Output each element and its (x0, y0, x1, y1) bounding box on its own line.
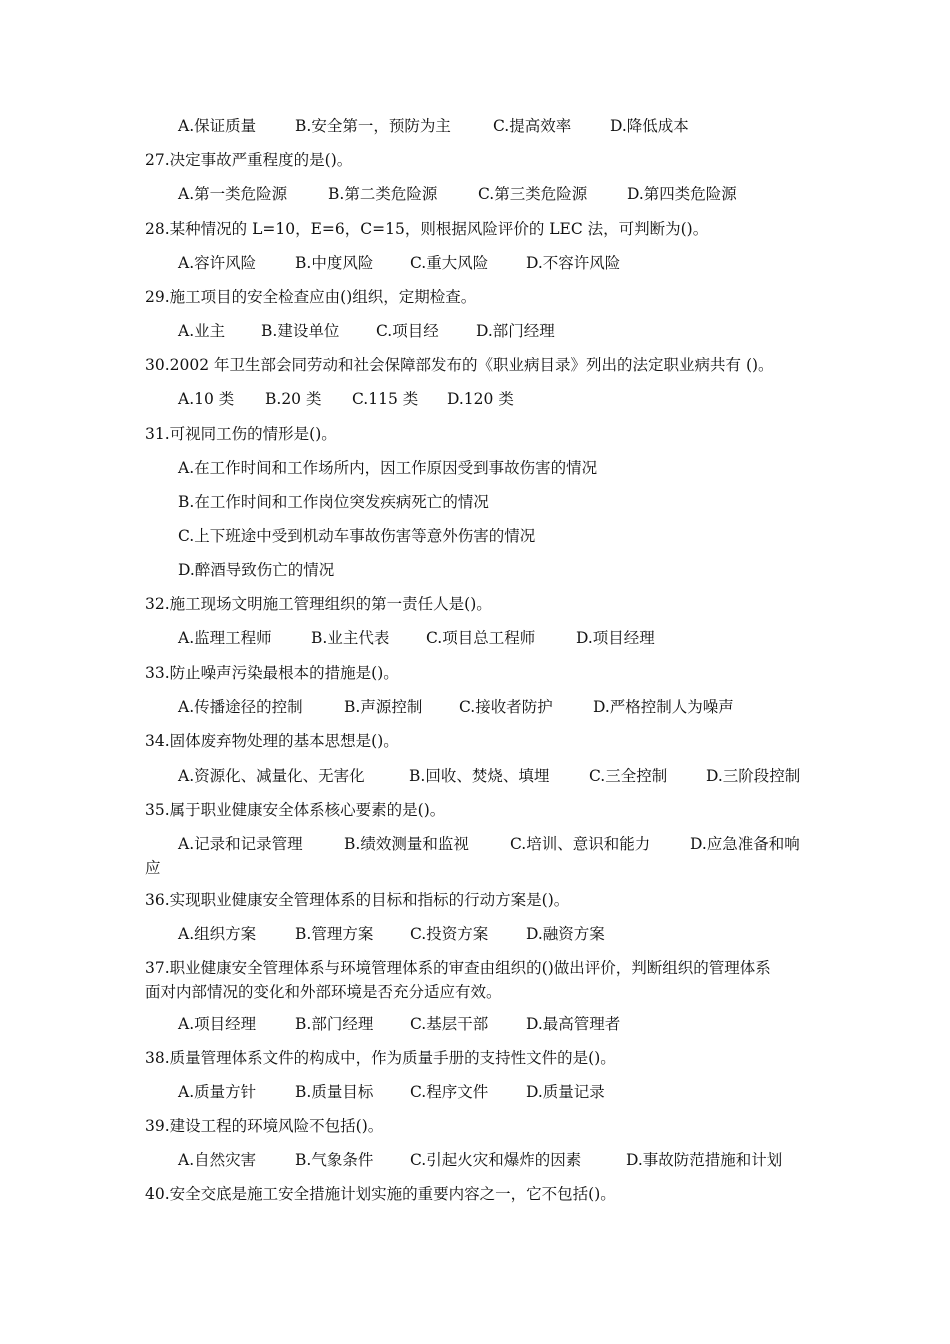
answer-option: B.部门经理 (295, 1015, 374, 1033)
answer-option: D.项目经理 (576, 629, 655, 647)
answer-option: C.上下班途中受到机动车事故伤害等意外伤害的情况 (178, 527, 536, 545)
question-text: 35.属于职业健康安全体系核心要素的是()。 (145, 801, 446, 819)
answer-option: B.建设单位 (261, 322, 340, 340)
answer-option: A.记录和记录管理 (178, 835, 303, 853)
answer-option: A.传播途径的控制 (178, 698, 303, 716)
answer-option: D.最高管理者 (526, 1015, 621, 1033)
answer-option: B.20 类 (265, 390, 322, 408)
answer-option: A.业主 (178, 322, 226, 340)
question-text: 32.施工现场文明施工管理组织的第一责任人是()。 (145, 595, 492, 613)
answer-option: C.培训、意识和能力 (510, 835, 651, 853)
answer-option: A.10 类 (178, 390, 235, 408)
answer-option: C.第三类危险源 (478, 185, 588, 203)
answer-option: C.115 类 (352, 390, 419, 408)
answer-options-row (0, 321, 950, 341)
question-text: 应 (145, 859, 161, 877)
question-text: 37.职业健康安全管理体系与环境管理体系的审查由组织的()做出评价，判断组织的管理体系 (145, 959, 771, 977)
answer-option: B.绩效测量和监视 (344, 835, 469, 853)
answer-option: B.在工作时间和工作岗位突发疾病死亡的情况 (178, 493, 489, 511)
answer-option: A.资源化、减量化、无害化 (178, 767, 365, 785)
question-text: 28.某种情况的 L=10，E=6，C=15，则根据风险评价的 LEC 法，可判断为()。 (145, 220, 709, 238)
answer-option: D.三阶段控制 (706, 767, 801, 785)
answer-option: A.项目经理 (178, 1015, 257, 1033)
answer-option: A.容许风险 (178, 254, 257, 272)
question-text: 30.2002 年卫生部会同劳动和社会保障部发布的《职业病目录》列出的法定职业病共有 ()。 (145, 356, 774, 374)
answer-option: C.项目总工程师 (426, 629, 536, 647)
answer-option: C.提高效率 (493, 117, 572, 135)
answer-option: D.应急准备和响 (690, 835, 800, 853)
answer-options-row (0, 389, 950, 409)
question-text: 27.决定事故严重程度的是()。 (145, 151, 353, 169)
answer-option: B.中度风险 (295, 254, 374, 272)
question-text: 38.质量管理体系文件的构成中，作为质量手册的支持性文件的是()。 (145, 1049, 616, 1067)
answer-options-row (0, 834, 950, 854)
answer-option: B.气象条件 (295, 1151, 374, 1169)
answer-option: A.自然灾害 (178, 1151, 257, 1169)
answer-option: B.第二类危险源 (328, 185, 438, 203)
answer-option: B.业主代表 (311, 629, 390, 647)
answer-option: D.120 类 (447, 390, 514, 408)
answer-option: D.部门经理 (476, 322, 555, 340)
answer-option: B.声源控制 (344, 698, 423, 716)
answer-options-row (0, 184, 950, 204)
answer-option: C.重大风险 (410, 254, 489, 272)
answer-option: B.安全第一，预防为主 (295, 117, 451, 135)
answer-option: B.质量目标 (295, 1083, 374, 1101)
answer-options-row (0, 116, 950, 136)
answer-options-row (0, 1082, 950, 1102)
answer-option: C.程序文件 (410, 1083, 489, 1101)
answer-options-row (0, 628, 950, 648)
answer-option: D.融资方案 (526, 925, 605, 943)
answer-option: C.接收者防护 (459, 698, 553, 716)
answer-option: D.质量记录 (526, 1083, 605, 1101)
question-text: 31.可视同工伤的情形是()。 (145, 425, 337, 443)
answer-option: D.事故防范措施和计划 (626, 1151, 783, 1169)
question-text: 34.固体废弃物处理的基本思想是()。 (145, 732, 399, 750)
answer-options-row (0, 924, 950, 944)
answer-option: C.基层干部 (410, 1015, 489, 1033)
question-text: 36.实现职业健康安全管理体系的目标和指标的行动方案是()。 (145, 891, 570, 909)
question-text: 33.防止噪声污染最根本的措施是()。 (145, 664, 399, 682)
answer-option: A.在工作时间和工作场所内，因工作原因受到事故伤害的情况 (178, 459, 598, 477)
question-text: 40.安全交底是施工安全措施计划实施的重要内容之一，它不包括()。 (145, 1185, 616, 1203)
answer-option: C.引起火灾和爆炸的因素 (410, 1151, 582, 1169)
answer-option: A.第一类危险源 (178, 185, 288, 203)
question-text: 29.施工项目的安全检查应由()组织，定期检查。 (145, 288, 477, 306)
answer-option: C.投资方案 (410, 925, 489, 943)
answer-options-row (0, 766, 950, 786)
answer-option: D.降低成本 (610, 117, 689, 135)
answer-option: B.回收、焚烧、填埋 (409, 767, 550, 785)
answer-option: D.醉酒导致伤亡的情况 (178, 561, 335, 579)
answer-option: A.组织方案 (178, 925, 257, 943)
answer-options-row (0, 1014, 950, 1034)
answer-option: C.三全控制 (589, 767, 668, 785)
answer-option: A.监理工程师 (178, 629, 272, 647)
answer-options-row (0, 1150, 950, 1170)
answer-option: D.严格控制人为噪声 (593, 698, 734, 716)
answer-option: A.质量方针 (178, 1083, 257, 1101)
answer-option: A.保证质量 (178, 117, 257, 135)
answer-options-row (0, 697, 950, 717)
question-text: 39.建设工程的环境风险不包括()。 (145, 1117, 384, 1135)
answer-option: D.第四类危险源 (627, 185, 737, 203)
answer-options-row (0, 253, 950, 273)
answer-option: B.管理方案 (295, 925, 374, 943)
question-text: 面对内部情况的变化和外部环境是否充分适应有效。 (145, 983, 502, 1001)
answer-option: C.项目经 (376, 322, 439, 340)
answer-option: D.不容许风险 (526, 254, 621, 272)
